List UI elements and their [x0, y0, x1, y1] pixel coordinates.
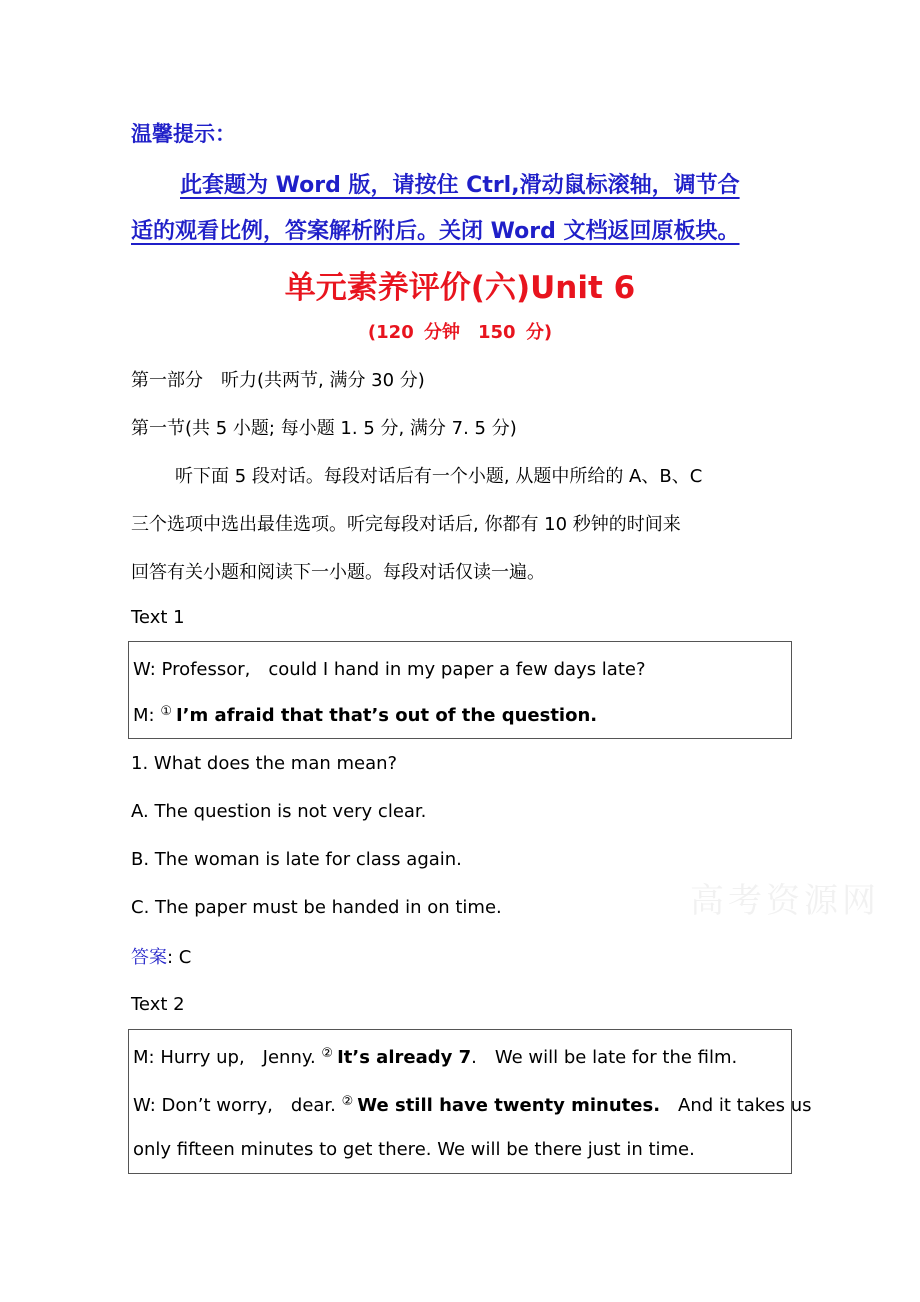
- text1-label: Text 1: [131, 607, 185, 628]
- text2-w-line: [133, 1091, 812, 1117]
- instructions-line-3: 回答有关小题和阅读下一小题。每段对话仅读一遍。: [131, 562, 545, 583]
- tip-line-2: 适的观看比例，答案解析附后。关闭 Word 文档返回原板块。: [131, 219, 740, 244]
- page-title: 单元素养评价(六)Unit 6: [284, 270, 636, 306]
- instructions-line-1: 听下面 5 段对话。每段对话后有一个小题, 从题中所给的 A、B、C: [175, 466, 703, 487]
- section1-heading: 第一节(共 5 小题; 每小题 1. 5 分, 满分 7. 5 分): [131, 418, 517, 439]
- text2-m-line: [133, 1043, 737, 1069]
- speaker-label: M:: [133, 705, 161, 726]
- note-marker: ①: [160, 704, 172, 719]
- tip-title: 温馨提示：: [131, 122, 236, 146]
- option-a: A. The question is not very clear.: [131, 801, 427, 822]
- tip-line-1: 此套题为 Word 版，请按住 Ctrl,滑动鼠标滚轴，调节合: [180, 173, 740, 198]
- key-sentence: I’m afraid that that’s out of the question.: [175, 705, 598, 726]
- answer-1: [131, 943, 191, 969]
- text1-w-line: W: Professor, could I hand in my paper a few days late?: [133, 659, 646, 680]
- instructions-line-2: 三个选项中选出最佳选项。听完每段对话后, 你都有 10 秒钟的时间来: [131, 514, 681, 535]
- option-b: B. The woman is late for class again.: [131, 849, 462, 870]
- part1-heading: 第一部分 听力(共两节, 满分 30 分): [131, 370, 425, 391]
- exam-duration-score: (120 分钟 150 分): [367, 322, 553, 343]
- note-marker: ②: [341, 1094, 354, 1109]
- question-1: 1. What does the man mean?: [131, 753, 398, 774]
- key-sentence: It’s already 7: [337, 1047, 472, 1068]
- speaker-line-end: . We will be late for the film.: [471, 1047, 738, 1068]
- answer-value: : C: [167, 947, 192, 968]
- answer-label: 答案: [131, 947, 167, 968]
- speaker-line-start: M: Hurry up, Jenny.: [133, 1047, 322, 1068]
- option-c: C. The paper must be handed in on time.: [131, 897, 502, 918]
- speaker-line-end: And it takes us: [660, 1095, 812, 1116]
- speaker-line-start: W: Don’t worry, dear.: [133, 1095, 342, 1116]
- text1-m-line: [133, 704, 597, 726]
- note-marker: ②: [321, 1046, 334, 1061]
- key-sentence: We still have twenty minutes.: [357, 1095, 661, 1116]
- text2-w-line-2: only fifteen minutes to get there. We will be there just in time.: [133, 1139, 695, 1160]
- text2-label: Text 2: [131, 994, 185, 1015]
- watermark: 高考资源网: [690, 881, 880, 921]
